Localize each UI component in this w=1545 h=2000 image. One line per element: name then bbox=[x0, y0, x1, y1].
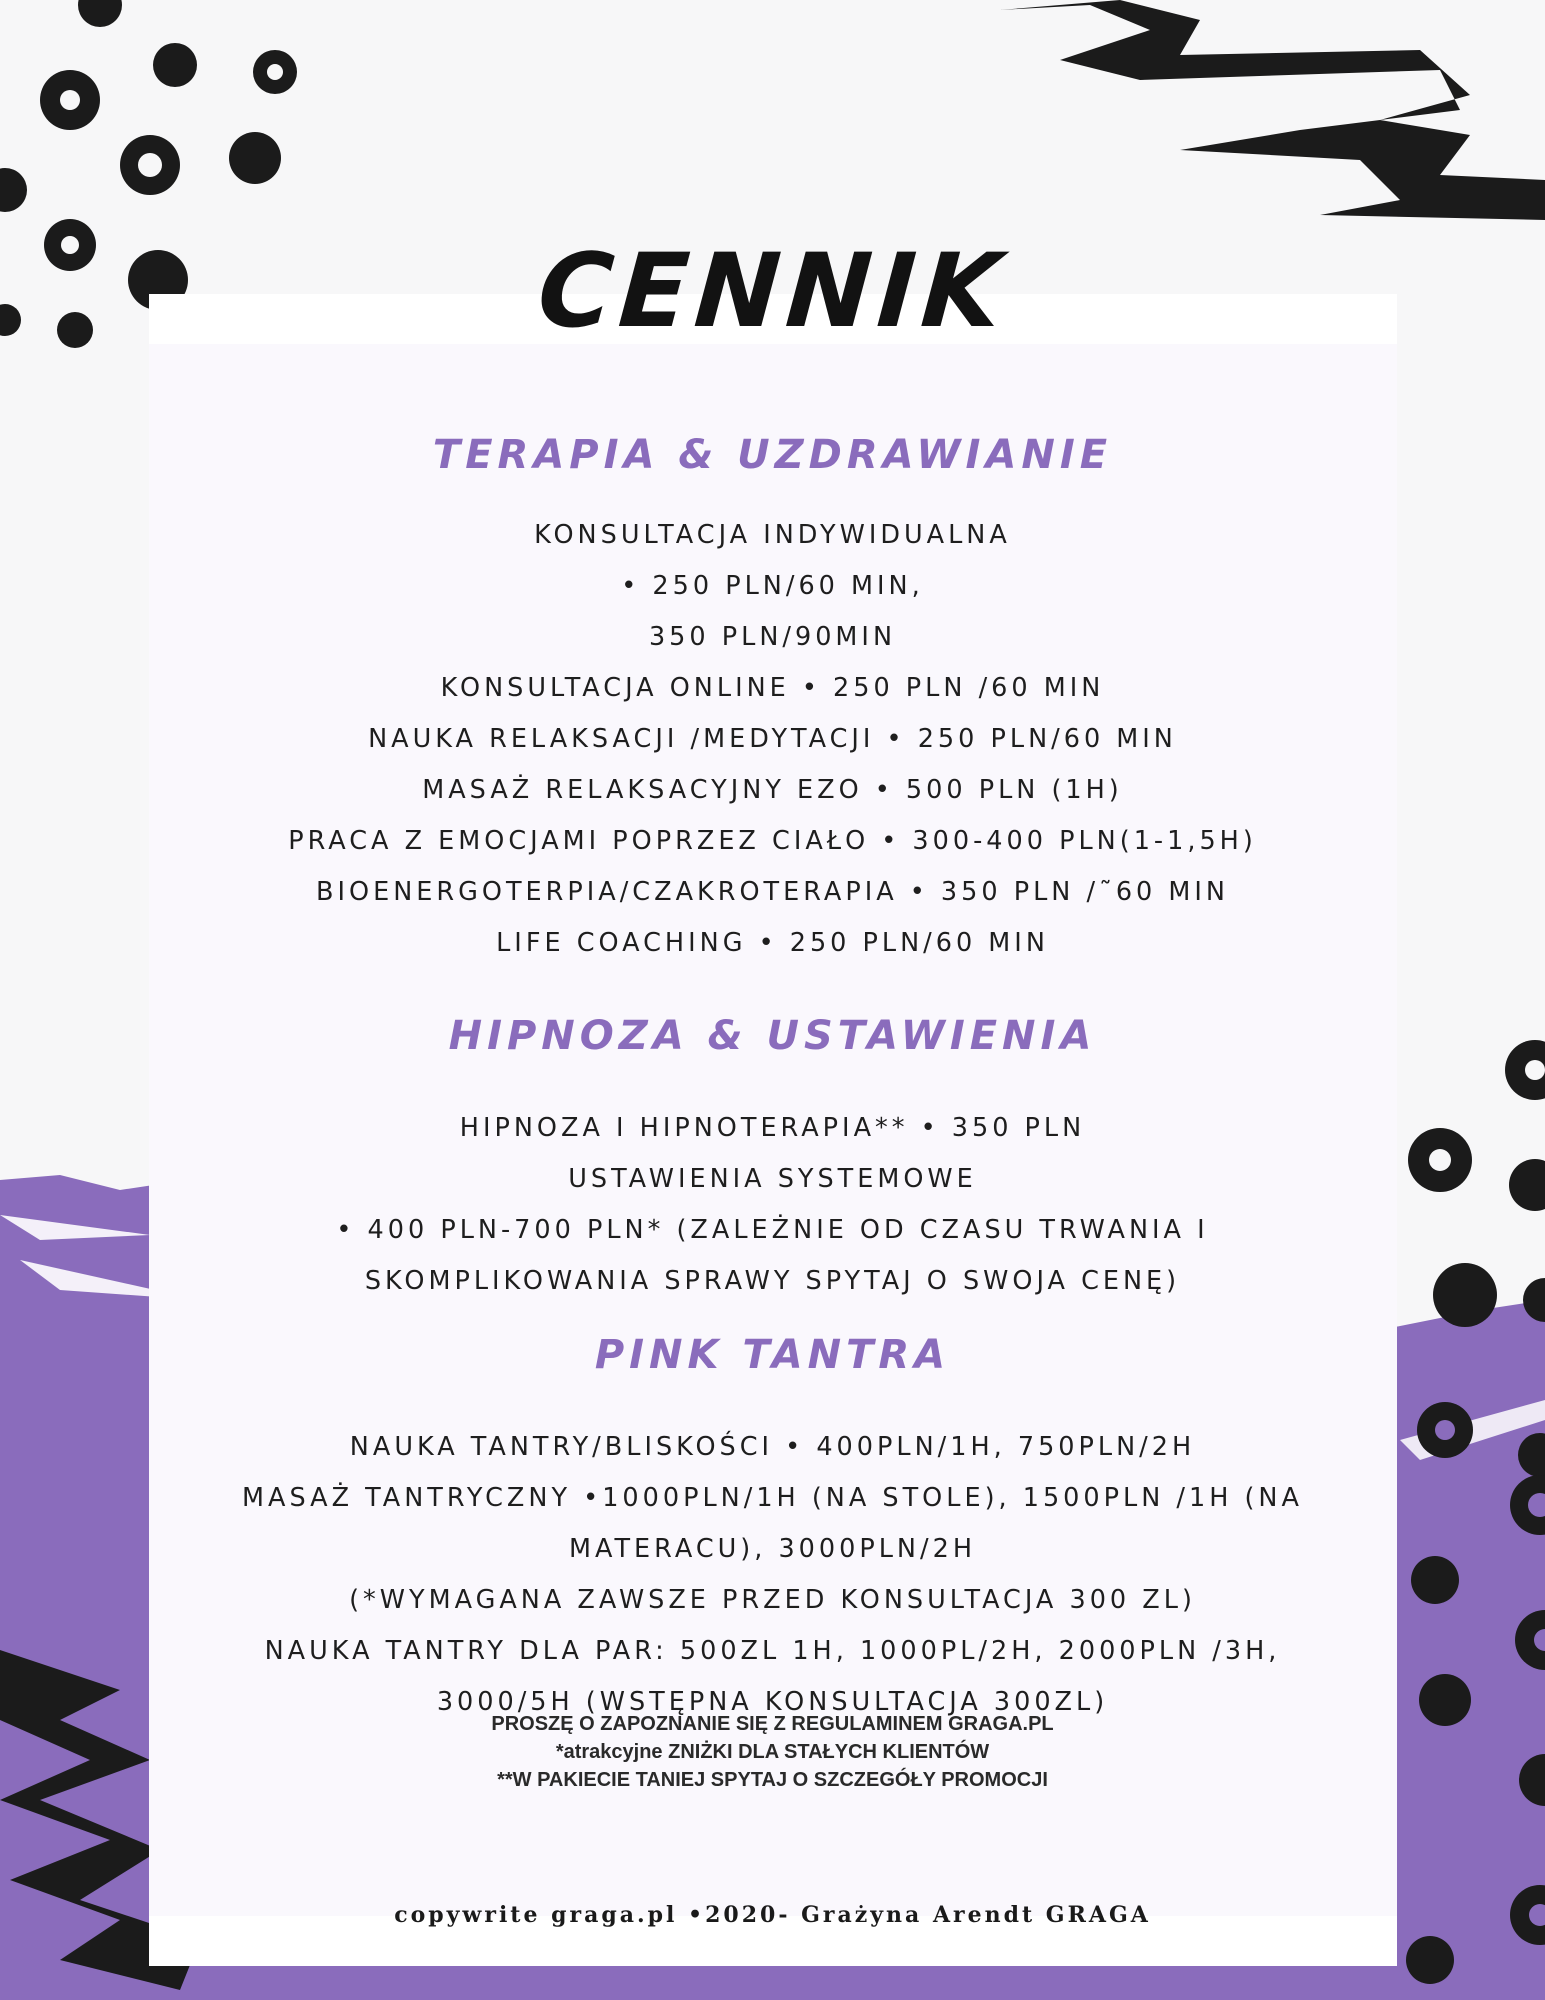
price-line: LIFE COACHING • 250 PLN/60 MIN bbox=[496, 928, 1049, 958]
note-line: **W PAKIECIE TANIEJ SPYTAJ O SZCZEGÓŁY PROMOCJI bbox=[497, 1769, 1048, 1791]
price-line: PRACA Z EMOCJAMI POPRZEZ CIAŁO • 300-400 PLN(1-1,5H) bbox=[288, 826, 1257, 856]
price-line: • 250 PLN/60 MIN, bbox=[621, 571, 924, 601]
price-line: KONSULTACJA INDYWIDUALNA bbox=[534, 520, 1011, 550]
price-line: 3000/5H (WSTĘPNA KONSULTACJA 300ZL) bbox=[436, 1687, 1109, 1717]
price-line: NAUKA RELAKSACJI /MEDYTACJI • 250 PLN/60 MIN bbox=[368, 724, 1177, 754]
price-line: KONSULTACJA ONLINE • 250 PLN /60 MIN bbox=[440, 673, 1105, 703]
price-line: NAUKA TANTRY/BLISKOŚCI • 400PLN/1H, 750PLN/2H bbox=[349, 1432, 1196, 1462]
price-line: HIPNOZA I HIPNOTERAPIA** • 350 PLN bbox=[459, 1113, 1086, 1143]
price-line: (*WYMAGANA ZAWSZE PRZED KONSULTACJA 300 ZL) bbox=[349, 1585, 1196, 1615]
section-heading-terapia: TERAPIA & UZDRAWIANIE bbox=[432, 432, 1113, 478]
note-line: PROSZĘ O ZAPOZNANIE SIĘ Z REGULAMINEM GRAGA.PL bbox=[491, 1713, 1054, 1735]
price-line: NAUKA TANTRY DLA PAR: 500ZL 1H, 1000PL/2H, 2000PLN /3H, bbox=[264, 1636, 1281, 1666]
section-heading-pink-tantra: PINK TANTRA bbox=[594, 1332, 951, 1378]
price-line: BIOENERGOTERPIA/CZAKROTERAPIA • 350 PLN /˜60 MIN bbox=[316, 877, 1229, 907]
page-title: CENNIK bbox=[534, 232, 1011, 351]
price-line: USTAWIENIA SYSTEMOWE bbox=[568, 1164, 977, 1194]
black-squiggle-top bbox=[1000, 0, 1545, 220]
price-line: MASAŻ RELAKSACYJNY EZO • 500 PLN (1H) bbox=[422, 775, 1123, 805]
footer-copyright: copywrite graga.pl •2020- Grażyna Arendt GRAGA bbox=[394, 1902, 1151, 1928]
price-line: • 400 PLN-700 PLN* (ZALEŻNIE OD CZASU TRWANIA I bbox=[336, 1215, 1209, 1245]
price-line: 350 PLN/90MIN bbox=[648, 622, 897, 652]
note-line: *atrakcyjne ZNIŻKI DLA STAŁYCH KLIENTÓW bbox=[555, 1741, 990, 1763]
price-line: SKOMPLIKOWANIA SPRAWY SPYTAJ O SWOJA CENĘ) bbox=[364, 1266, 1181, 1296]
section-heading-hipnoza: HIPNOZA & USTAWIENIA bbox=[448, 1013, 1097, 1059]
price-line: MATERACU), 3000PLN/2H bbox=[568, 1534, 976, 1564]
price-line: MASAŻ TANTRYCZNY •1000PLN/1H (NA STOLE), 1500PLN /1H (NA bbox=[242, 1483, 1303, 1513]
